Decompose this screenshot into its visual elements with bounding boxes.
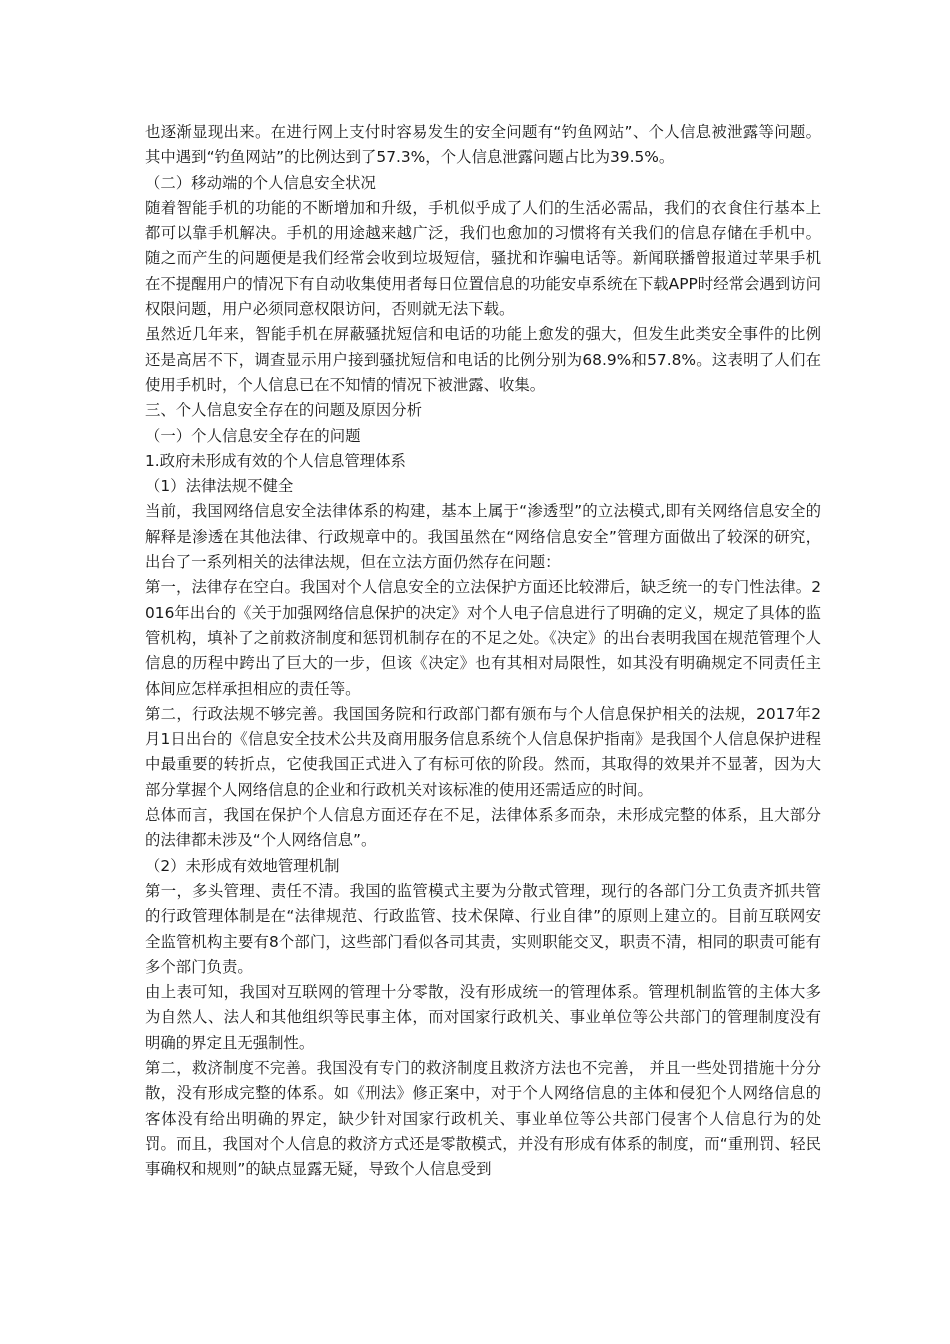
paragraph-payment-security: 也逐渐显现出来。在进行网上支付时容易发生的安全问题有“钓鱼网站”、个人信息被泄露等问题。其中遇到“钓鱼网站”的比例达到了57.3%，个人信息泄露问题占比为39.5%。: [145, 123, 821, 167]
paragraph-harassment: 虽然近几年来，智能手机在屏蔽骚扰短信和电话的功能上愈发的强大，但发生此类安全事件的比例还是高居不下，调查显示用户接到骚扰短信和电话的比例分别为68.9%和57.8%。这表明了人们在使用手机时，个人信息已在不知情的情况下被泄露、收集。: [145, 325, 821, 394]
item-heading-laws: （1）法律法规不健全: [145, 477, 294, 496]
paragraph-legal-system: 当前，我国网络信息安全法律体系的构建，基本上属于“渗透型”的立法模式,即有关网络信息安全的解释是渗透在其他法律、行政规章中的。我国虽然在“网络信息安全”管理方面做出了较深的研究，出台了一系列相关的法律法规，但在立法方面仍然存在问题：: [145, 502, 821, 572]
paragraph-admin-regulations: 第二，行政法规不够完善。我国国务院和行政部门都有颁布与个人信息保护相关的法规，2017年2月1日出台的《信息安全技术公共及商用服务信息系统个人信息保护指南》是我国个人信息保护进程中最重要的转折点，它使我国正式进入了有标可依的阶段。然而，其取得的效果并不显著，因为大部分掌握个人网络信息的企业和行政机关对该标准的使用还需适应的时间。: [145, 704, 821, 799]
subsection-heading-government: 1.政府未形成有效的个人信息管理体系: [145, 451, 406, 470]
paragraph-table-note: 由上表可知，我国对互联网的管理十分零散，没有形成统一的管理体系。管理机制监管的主体大多为自然人、法人和其他组织等民事主体，而对国家行政机关、事业单位等公共部门的管理制度没有明确的界定且无强制性。: [145, 983, 821, 1052]
item-heading-mechanism: （2）未形成有效地管理机制: [145, 856, 340, 875]
paragraph-smartphone: 随着智能手机的功能的不断增加和升级，手机似乎成了人们的生活必需品，我们的衣食住行基本上都可以靠手机解决。手机的用途越来越广泛，我们也愈加的习惯将有关我们的信息存储在手机中。随之而产生的问题便是我们经常会收到垃圾短信，骚扰和诈骗电话等。新闻联播曾报道过苹果手机在不提醒用户的情况下有自动收集使用者每日位置信息的功能安卓系统在下载APP时经常会遇到访问权限问题，用户必须同意权限访问，否则就无法下载。: [145, 198, 821, 319]
paragraph-legal-gap: 第一，法律存在空白。我国对个人信息安全的立法保护方面还比较滞后，缺乏统一的专门性法律。2016年出台的《关于加强网络信息保护的决定》对个人电子信息进行了明确的定义，规定了具体的监管机构，填补了之前救济制度和惩罚机制存在的不足之处。《决定》的出台表明我国在规范管理个人信息的历程中跨出了巨大的一步，但该《决定》也有其相对局限性，如其没有明确规定不同责任主体间应怎样承担相应的责任等。: [145, 578, 821, 698]
paragraph-overall: 总体而言，我国在保护个人信息方面还存在不足，法律体系多而杂，未形成完整的体系，且大部分的法律都未涉及“个人网络信息”。: [145, 806, 821, 850]
section-heading-mobile: （二）移动端的个人信息安全状况: [145, 173, 376, 192]
document-body: [145, 120, 821, 1182]
chapter-heading-problems: 三、个人信息安全存在的问题及原因分析: [145, 401, 423, 420]
paragraph-management: 第一，多头管理、责任不清。我国的监管模式主要为分散式管理，现行的各部门分工负责齐抓共管的行政管理体制是在“法律规范、行政监管、技术保障、行业自律”的原则上建立的。目前互联网安全监管机构主要有8个部门，这些部门看似各司其责，实则职能交叉，职责不清，相同的职责可能有多个部门负责。: [145, 881, 821, 976]
section-heading-problems: （一）个人信息安全存在的问题: [145, 426, 361, 445]
paragraph-remedy: 第二，救济制度不完善。我国没有专门的救济制度且救济方法也不完善， 并且一些处罚措施十分分散，没有形成完整的体系。如《刑法》修正案中，对于个人网络信息的主体和侵犯个人网络信息的客体没有给出明确的界定，缺少针对国家行政机关、事业单位等公共部门侵害个人信息行为的处罚。而且，我国对个人信息的救济方式还是零散模式，并没有形成有体系的制度，而“重刑罚、轻民事确权和规则”的缺点显露无疑，导致个人信息受到: [145, 1058, 821, 1179]
